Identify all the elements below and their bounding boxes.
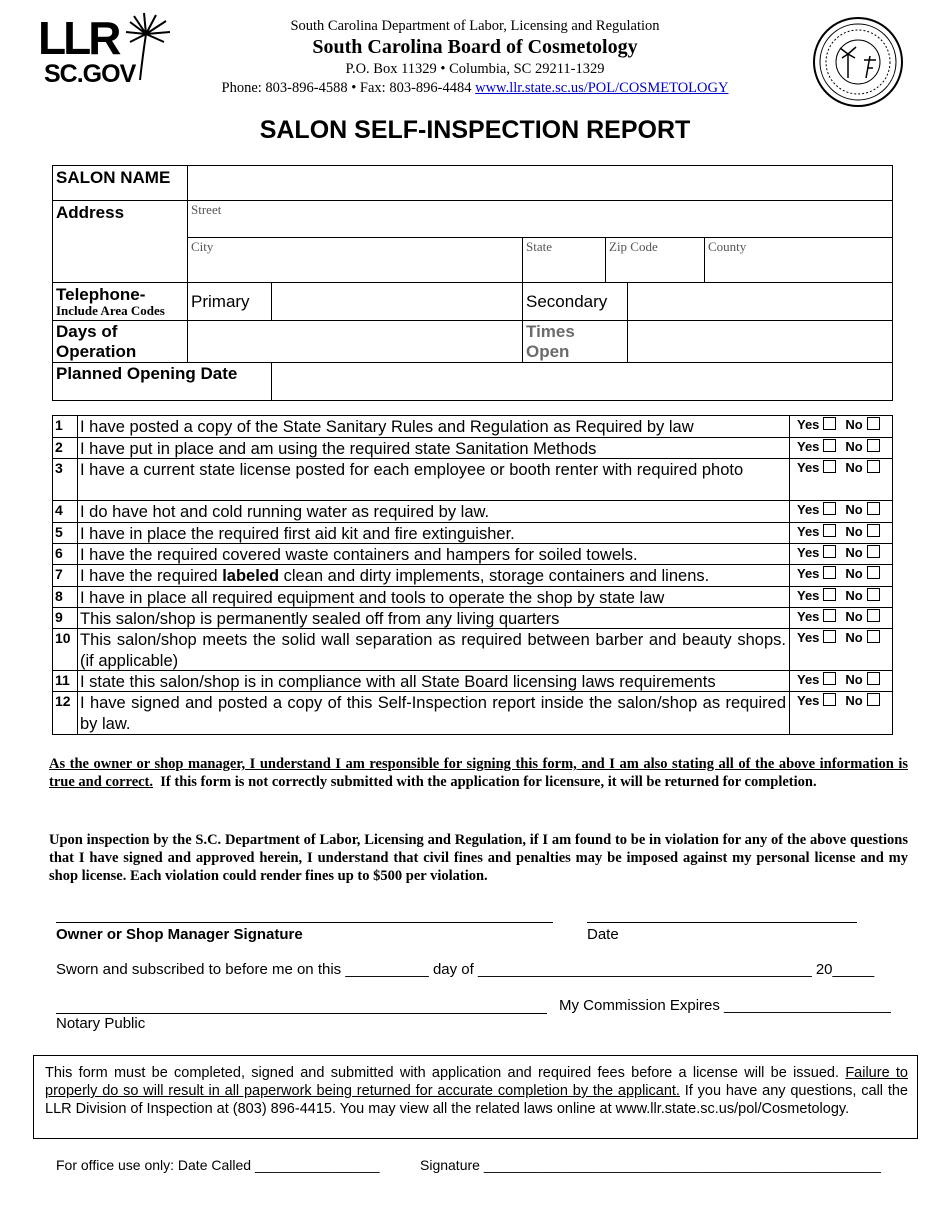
notary-public-label: Notary Public <box>56 1015 146 1032</box>
year-prefix: 20 <box>815 961 833 978</box>
yes-checkbox[interactable] <box>823 545 836 558</box>
city-field[interactable] <box>188 255 521 281</box>
telephone-note: Include Area Codes <box>56 303 165 318</box>
notary-signature-line[interactable] <box>56 1013 547 1014</box>
no-checkbox[interactable] <box>867 672 880 685</box>
page-title: SALON SELF-INSPECTION REPORT <box>259 116 691 144</box>
no-checkbox[interactable] <box>867 502 880 515</box>
no-checkbox[interactable] <box>867 524 880 537</box>
yes-checkbox[interactable] <box>823 439 836 452</box>
item-number: 10 <box>55 630 71 646</box>
no-label: No <box>845 439 863 454</box>
svg-text:SC.GOV: SC.GOV <box>44 60 136 88</box>
no-checkbox[interactable] <box>867 439 880 452</box>
table-rule <box>892 415 893 735</box>
yes-label: Yes <box>797 545 820 560</box>
item-text: I have in place all required equipment and tools to operate the shop by state law <box>80 589 665 607</box>
table-rule <box>789 415 790 735</box>
yes-no-group <box>797 609 880 624</box>
commission-label: My Commission Expires <box>559 997 720 1014</box>
city-label: City <box>191 239 214 254</box>
department-name: South Carolina Department of Labor, Licensing and Regulation <box>290 18 660 34</box>
telephone-label: Telephone- <box>56 285 146 304</box>
address-label: Address <box>56 203 125 222</box>
secondary-phone-label: Secondary <box>526 292 608 311</box>
yes-label: Yes <box>797 460 820 475</box>
website-link[interactable]: www.llr.state.sc.us/POL/COSMETOLOGY <box>475 80 729 96</box>
yes-checkbox[interactable] <box>823 630 836 643</box>
days-label-line2: Operation <box>56 342 137 361</box>
item-text: This salon/shop is permanently sealed off from any living quarters <box>80 610 560 628</box>
yes-label: Yes <box>797 693 820 708</box>
day-of-text: day of <box>432 961 474 978</box>
times-open-field[interactable] <box>628 321 891 361</box>
office-date-called: For office use only: Date Called ________________ <box>56 1157 380 1173</box>
no-checkbox[interactable] <box>867 609 880 622</box>
no-checkbox[interactable] <box>867 545 880 558</box>
date-line[interactable] <box>587 922 857 923</box>
yes-no-group <box>797 672 880 687</box>
table-rule <box>892 165 893 401</box>
yes-label: Yes <box>797 524 820 539</box>
sworn-statement: Sworn and subscribed to before me on this __________ day of ________________________________________ 20_____ <box>56 961 875 978</box>
svg-text:LLR: LLR <box>38 12 119 64</box>
responsibility-underlined: As the owner or shop manager, I understand I am responsible for signing this form, and I am also stating all of the above information is true and correct. <box>49 756 908 790</box>
secondary-phone-field[interactable] <box>628 283 891 319</box>
item-text <box>80 566 786 587</box>
phone-fax: Phone: 803-896-4588 • Fax: 803-896-4484 <box>221 80 472 96</box>
county-label: County <box>708 239 747 254</box>
yes-no-group <box>797 502 880 517</box>
no-label: No <box>845 524 863 539</box>
yes-no-group <box>797 693 880 708</box>
violation-statement: Upon inspection by the S.C. Department of Labor, Licensing and Regulation, if I am found to be in violation for any of the above questions that I have signed and approved herein, I understand that civil fines and penalties may be imposed against my personal license and my shop license. Each violation could render fines up to $500 per violation. <box>49 832 908 884</box>
salon-name-label: SALON NAME <box>56 168 171 187</box>
table-rule <box>52 500 893 501</box>
county-field[interactable] <box>705 255 891 281</box>
notice-warning: Failure to properly do so will result in all paperwork being returned for accurate completion by the applicant. <box>45 1065 909 1099</box>
no-checkbox[interactable] <box>867 417 880 430</box>
item-text: I have posted a copy of the State Sanitary Rules and Regulation as Required by law <box>80 418 694 436</box>
item-number: 6 <box>55 545 63 561</box>
item-number: 11 <box>55 672 70 688</box>
planned-opening-date-label: Planned Opening Date <box>56 364 238 383</box>
days-label-line1: Days of <box>56 322 118 341</box>
yes-label: Yes <box>797 672 820 687</box>
no-label: No <box>845 417 863 432</box>
notice-part: If you have any questions, call the LLR Division of Inspection at (803) 896-4415. You may view all the related laws online at www.llr.state.sc.us/pol/Cosmetology. <box>45 1083 908 1117</box>
yes-label: Yes <box>797 609 820 624</box>
no-label: No <box>845 630 863 645</box>
item-number: 5 <box>55 524 63 540</box>
state-label: State <box>526 239 552 254</box>
office-date-label: For office use only: Date Called <box>56 1157 252 1173</box>
yes-no-group <box>797 439 880 454</box>
yes-label: Yes <box>797 566 820 581</box>
no-label: No <box>845 588 863 603</box>
yes-no-group <box>797 630 880 645</box>
street-field[interactable] <box>188 216 892 236</box>
yes-checkbox[interactable] <box>823 566 836 579</box>
days-of-operation-label <box>56 322 136 362</box>
date-label: Date <box>587 926 619 943</box>
notice-part: This form must be completed, signed and submitted with application and required fees before a license will be issued. <box>45 1065 840 1081</box>
salon-name-field[interactable] <box>188 166 892 200</box>
item-number: 7 <box>55 566 63 582</box>
planned-opening-date-field[interactable] <box>272 363 891 399</box>
item-text: I have a current state license posted for each employee or booth renter with required photo <box>80 461 744 479</box>
owner-signature-label: Owner or Shop Manager Signature <box>56 926 303 943</box>
primary-phone-field[interactable] <box>272 283 521 319</box>
zip-code-field[interactable] <box>606 255 703 281</box>
item-number: 8 <box>55 588 63 604</box>
times-label-line2: Open <box>526 342 570 361</box>
notice-text <box>45 1064 908 1118</box>
primary-phone-label: Primary <box>191 292 250 311</box>
yes-label: Yes <box>797 588 820 603</box>
no-checkbox[interactable] <box>867 693 880 706</box>
yes-checkbox[interactable] <box>823 693 836 706</box>
yes-no-group <box>797 460 880 475</box>
yes-checkbox[interactable] <box>823 460 836 473</box>
item-number: 12 <box>55 693 71 709</box>
no-label: No <box>845 693 863 708</box>
no-label: No <box>845 609 863 624</box>
yes-no-group <box>797 566 880 581</box>
item-text: I have signed and posted a copy of this Self-Inspection report inside the salon/shop as required by law. <box>80 694 786 733</box>
office-signature-label: Signature <box>420 1157 480 1173</box>
days-of-operation-field[interactable] <box>188 321 521 361</box>
no-label: No <box>845 545 863 560</box>
no-checkbox[interactable] <box>867 566 880 579</box>
item-text-part: I have the required <box>80 567 223 585</box>
item-number: 1 <box>55 417 63 433</box>
table-rule <box>52 165 53 401</box>
yes-no-group <box>797 417 880 432</box>
item-text: I state this salon/shop is in compliance with all State Board licensing laws requirements <box>80 673 716 691</box>
table-rule <box>52 415 893 416</box>
item-text: I do have hot and cold running water as required by law. <box>80 503 490 521</box>
no-checkbox[interactable] <box>867 460 880 473</box>
seal-tree-icon <box>840 47 876 78</box>
owner-signature-line[interactable] <box>56 922 553 923</box>
times-open-label <box>526 322 575 362</box>
responsibility-statement <box>49 755 908 791</box>
yes-checkbox[interactable] <box>823 524 836 537</box>
yes-checkbox[interactable] <box>823 609 836 622</box>
no-label: No <box>845 566 863 581</box>
street-label: Street <box>191 202 222 217</box>
item-number: 4 <box>55 502 63 518</box>
yes-checkbox[interactable] <box>823 417 836 430</box>
yes-label: Yes <box>797 439 820 454</box>
contact-line <box>0 80 950 97</box>
board-name: South Carolina Board of Cosmetology <box>312 36 638 58</box>
no-checkbox[interactable] <box>867 588 880 601</box>
table-rule <box>77 415 78 735</box>
yes-no-group <box>797 545 880 560</box>
item-text-part: clean and dirty implements, storage containers and linens. <box>279 567 710 585</box>
item-text: This salon/shop meets the solid wall separation as required between barber and beauty shops. (if applicable) <box>80 631 786 670</box>
yes-no-group <box>797 588 880 603</box>
item-text: I have in place the required first aid kit and fire extinguisher. <box>80 525 515 543</box>
submission-notice <box>33 1055 918 1139</box>
no-label: No <box>845 672 863 687</box>
yes-label: Yes <box>797 630 820 645</box>
po-box: P.O. Box 11329 • Columbia, SC 29211-1329 <box>345 61 605 77</box>
times-label-line1: Times <box>526 322 575 341</box>
yes-label: Yes <box>797 417 820 432</box>
office-signature: Signature ___________________________________________________ <box>420 1157 881 1173</box>
table-rule <box>52 415 53 735</box>
item-text-emphasis: labeled <box>222 567 280 585</box>
yes-checkbox[interactable] <box>823 588 836 601</box>
zip-code-label: Zip Code <box>609 239 658 254</box>
no-checkbox[interactable] <box>867 630 880 643</box>
state-field[interactable] <box>523 255 604 281</box>
item-number: 2 <box>55 439 63 455</box>
item-text: I have put in place and am using the required state Sanitation Methods <box>80 440 597 458</box>
table-rule <box>52 734 893 735</box>
table-rule <box>52 200 893 201</box>
state-seal <box>812 16 904 108</box>
yes-checkbox[interactable] <box>823 502 836 515</box>
item-number: 3 <box>55 460 63 476</box>
item-number: 9 <box>55 609 63 625</box>
table-rule <box>52 400 893 401</box>
commission-expires: My Commission Expires ____________________ <box>559 997 891 1014</box>
table-rule <box>187 237 893 238</box>
yes-no-group <box>797 524 880 539</box>
responsibility-rest: If this form is not correctly submitted with the application for licensure, it will be returned for completion. <box>160 774 817 790</box>
yes-checkbox[interactable] <box>823 672 836 685</box>
no-label: No <box>845 502 863 517</box>
item-text: I have the required covered waste containers and hampers for soiled towels. <box>80 546 638 564</box>
yes-label: Yes <box>797 502 820 517</box>
no-label: No <box>845 460 863 475</box>
sworn-text: Sworn and subscribed to before me on this <box>56 961 342 978</box>
